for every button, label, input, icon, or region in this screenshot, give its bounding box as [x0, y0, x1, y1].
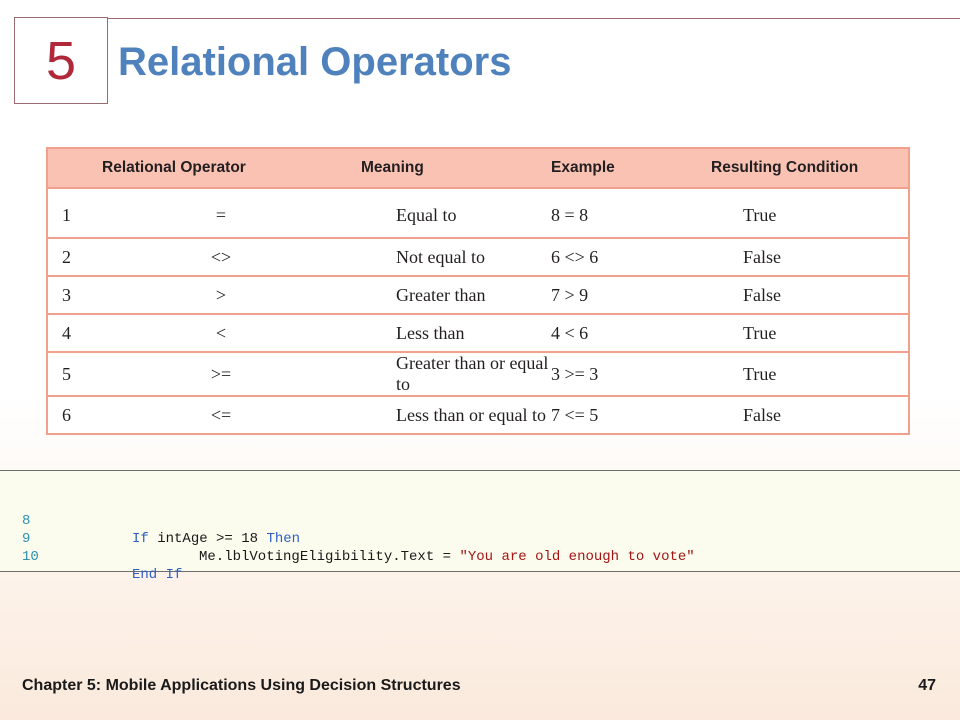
- row-operator: >=: [131, 352, 311, 396]
- table-row: [47, 238, 909, 276]
- code-keyword: Then: [266, 531, 301, 547]
- code-line-number: 10: [22, 549, 39, 565]
- row-result: False: [711, 396, 909, 434]
- row-result: True: [711, 188, 909, 238]
- table-row: [47, 314, 909, 352]
- table-header-row: [47, 148, 909, 188]
- header-relational-operator: Relational Operator: [47, 148, 311, 188]
- code-line: [0, 530, 183, 583]
- row-operator: <=: [131, 396, 311, 434]
- row-number: 2: [47, 238, 131, 276]
- row-meaning: Not equal to: [311, 238, 551, 276]
- code-string: "You are old enough to vote": [459, 549, 695, 565]
- code-sample-panel: [0, 470, 960, 583]
- row-result: False: [711, 276, 909, 314]
- table-row: [47, 276, 909, 314]
- row-meaning: Greater than or equal to: [311, 352, 551, 396]
- table-row: [47, 188, 909, 238]
- row-operator: >: [131, 276, 311, 314]
- row-operator: =: [131, 188, 311, 238]
- row-example: 7 <= 5: [551, 396, 711, 434]
- table-row: [47, 396, 909, 434]
- row-meaning: Greater than: [311, 276, 551, 314]
- table-row: [47, 352, 909, 396]
- header-rule: [108, 18, 960, 19]
- row-number: 3: [47, 276, 131, 314]
- relational-operators-table: [46, 147, 910, 435]
- row-meaning: Equal to: [311, 188, 551, 238]
- row-example: 6 <> 6: [551, 238, 711, 276]
- header-meaning: Meaning: [311, 148, 551, 188]
- code-line-number: 9: [22, 531, 31, 547]
- code-text: intAge >= 18: [148, 531, 267, 547]
- row-result: True: [711, 352, 909, 396]
- row-result: True: [711, 314, 909, 352]
- row-example: 8 = 8: [551, 188, 711, 238]
- code-line: [0, 494, 301, 547]
- row-number: 1: [47, 188, 131, 238]
- row-number: 4: [47, 314, 131, 352]
- code-line-number: 8: [22, 513, 31, 529]
- row-result: False: [711, 238, 909, 276]
- row-operator: <: [131, 314, 311, 352]
- chapter-number-box: [14, 17, 108, 104]
- slide-title: Relational Operators: [118, 40, 512, 84]
- row-example: 7 > 9: [551, 276, 711, 314]
- header-resulting-condition: Resulting Condition: [711, 148, 909, 188]
- code-keyword: If: [132, 531, 149, 547]
- row-example: 3 >= 3: [551, 352, 711, 396]
- footer-chapter-title: Chapter 5: Mobile Applications Using Decision Structures: [22, 677, 461, 694]
- chapter-number: 5: [45, 30, 77, 91]
- header-example: Example: [551, 148, 711, 188]
- code-keyword: End If: [132, 567, 183, 583]
- row-meaning: Less than or equal to: [311, 396, 551, 434]
- page-number: 47: [918, 677, 936, 694]
- code-text: Me.lblVotingEligibility.Text =: [199, 549, 460, 565]
- row-example: 4 < 6: [551, 314, 711, 352]
- row-operator: <>: [131, 238, 311, 276]
- row-meaning: Less than: [311, 314, 551, 352]
- row-number: 5: [47, 352, 131, 396]
- row-number: 6: [47, 396, 131, 434]
